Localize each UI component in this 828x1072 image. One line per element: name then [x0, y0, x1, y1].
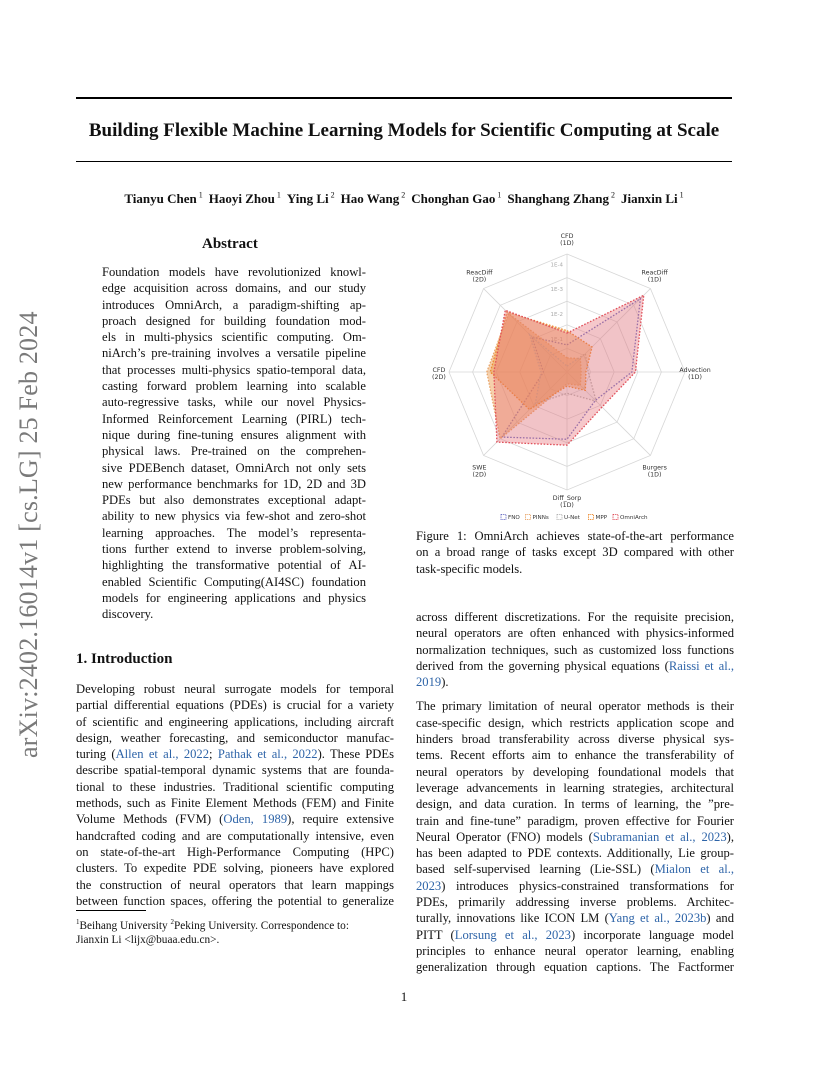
citation-link[interactable]: Raissi et al.,: [668, 658, 734, 673]
radar-chart-svg: [413, 233, 733, 526]
caption-line: Figure 1: OmniArch achieves state-of-the-art performance: [416, 529, 734, 543]
right-column-body: [416, 609, 734, 976]
abstract-line: introduces OmniArch, a paradigm-shifting ap-: [102, 297, 366, 312]
legend-entry: FNO: [508, 515, 520, 521]
text-span: partial differential equations (PDEs) is crucial for a variety: [76, 698, 394, 713]
citation-link[interactable]: 2023: [416, 878, 442, 893]
author-affiliation-mark: 1: [495, 191, 502, 200]
abstract-line: tions further extend to inverse problem-solving,: [102, 542, 366, 557]
text-span: ). These PDEs: [317, 747, 394, 762]
radar-axis-sublabel: (2D): [432, 374, 446, 381]
caption-line: on a broad range of tasks except 3D compared with other: [416, 545, 734, 560]
text-span: normalization techniques, such as customized loss functions: [416, 642, 734, 657]
text-span: methods, such as Finite Element Methods (FEM) and Finite: [76, 796, 394, 811]
footnote: $^1$Beihang University $^2$Peking University. Correspondence to: Jianxin Li <lijx@buaa.edu.cn>.: [76, 915, 406, 948]
introduction-line: [76, 746, 394, 762]
right-column-line: [416, 959, 734, 975]
abstract-line: discovery.: [102, 607, 154, 622]
radar-axis-sublabel: (1D): [647, 471, 662, 479]
legend-entry: U-Net: [564, 515, 580, 521]
citation-link[interactable]: Lorsung et al., 2023: [454, 927, 571, 942]
right-column-line: [416, 910, 734, 926]
introduction-line: [76, 828, 394, 844]
citation-link[interactable]: 2019: [416, 675, 442, 690]
radar-ring-label: 1E-3: [550, 287, 563, 294]
text-span: ), require extensive: [287, 812, 394, 827]
text-span: ).: [441, 675, 449, 690]
title-rule-bottom: [76, 161, 732, 162]
text-span: Neural Operator (FNO) models (: [416, 829, 593, 844]
radar-axis-label: CFD: [432, 367, 446, 374]
right-column-line: [416, 829, 734, 845]
author-affiliation-mark: 1: [274, 191, 281, 200]
text-span: ) introduces physics-constrained transformations for: [441, 878, 734, 893]
citation-link[interactable]: Subramanian et al., 2023: [592, 829, 727, 844]
introduction-line: [76, 860, 394, 876]
author-affiliation-mark: 1: [196, 191, 203, 200]
right-column-line: [416, 780, 734, 796]
figure-1-radar-chart: [413, 233, 733, 526]
author-name: Haoyi Zhou $^1$: [208, 191, 281, 207]
right-column-line: [416, 894, 734, 910]
right-column-line: [416, 764, 734, 780]
legend-swatch: [589, 515, 594, 520]
radar-ring-label: 1E-2: [550, 312, 563, 318]
introduction-line: [76, 893, 394, 909]
radar-axis-label: ReacDiff: [641, 269, 668, 277]
text-span: Developing robust neural surrogate models for temporal: [76, 682, 394, 696]
text-span: between function spaces, offering the potential to generalize: [76, 893, 394, 908]
legend-entry: PINNs: [532, 515, 549, 521]
text-span: tional to these industries. Traditional scientific computing: [76, 779, 394, 794]
radar-axis-sublabel: (1D): [647, 276, 662, 284]
abstract-line: edge acquisition across domains, and our study: [102, 281, 366, 296]
radar-axis-sublabel: (2D): [472, 471, 487, 479]
paper-title: Building Flexible Machine Learning Models for Scientific Computing at Scale: [88, 120, 720, 141]
title-rule-top: [76, 97, 732, 99]
abstract-line: learning approaches. The model’s representa-: [102, 525, 366, 540]
right-column-line: [416, 731, 734, 747]
right-column-line: [416, 674, 734, 690]
text-span: across different discretizations. For the requisite precision,: [416, 610, 734, 624]
introduction-line: [76, 762, 394, 778]
right-column-line: [416, 943, 734, 959]
introduction-line: [76, 730, 394, 746]
introduction-line: [76, 681, 394, 697]
author-affiliation-mark: 1: [677, 191, 684, 200]
text-span: hinders broad transferability across diverse physical sys-: [416, 732, 734, 747]
right-column-line: [416, 813, 734, 829]
right-column-line: [416, 861, 734, 877]
introduction-line: [76, 811, 394, 827]
right-column-line: [416, 698, 734, 714]
right-column-line: [416, 715, 734, 731]
radar-series-omniarch: [494, 295, 644, 445]
text-span: the construction of neural operators that learn mappings: [76, 877, 394, 892]
text-span: ;: [209, 747, 218, 762]
author-affiliation-mark: 2: [399, 191, 406, 200]
author-name: Ying Li $^2$: [286, 191, 335, 207]
author-name: Chonghan Gao $^1$: [411, 191, 502, 207]
radar-axis-label: ReacDiff: [466, 269, 493, 277]
caption-line: task-specific models.: [416, 561, 523, 576]
abstract-line: ability to new physics via few-shot and zero-shot: [102, 509, 366, 524]
footnote-affiliation-2: Peking University. Correspondence to:: [174, 919, 349, 932]
citation-link[interactable]: Pathak et al., 2022: [217, 747, 318, 762]
legend-swatch: [526, 515, 531, 520]
text-span: clusters. To expedite PDE solving, pioneers have explored: [76, 861, 394, 876]
author-name: Shanghang Zhang $^2$: [507, 191, 615, 207]
abstract-heading: Abstract: [202, 236, 258, 252]
citation-link[interactable]: Oden, 1989: [223, 812, 288, 827]
abstract-line: niArch’s pre-training involves a versatile pipeline: [102, 346, 366, 361]
radar-axis-sublabel: (2D): [472, 276, 487, 284]
text-span: generalization through equation captions. The Factformer: [416, 960, 734, 975]
text-span: PDEs, primarily addressing inverse problems. Architec-: [416, 895, 734, 910]
text-span: ),: [726, 829, 734, 844]
right-column-line: [416, 878, 734, 894]
abstract-line: PDEs but also demonstrates exceptional adapt-: [102, 493, 366, 508]
radar-axis-label: Diff_Sorp: [552, 495, 582, 502]
radar-axis-sublabel: (1D): [560, 240, 574, 247]
legend-swatch: [557, 515, 562, 520]
text-span: derived from the governing physical equations (: [416, 658, 669, 673]
legend-entry: MPP: [595, 515, 608, 521]
author-name: Tianyu Chen $^1$: [124, 191, 203, 207]
abstract-line: new performance benchmarks for 1D, 2D and 3D: [102, 476, 366, 491]
author-name: Hao Wang $^2$: [340, 191, 406, 207]
text-span: PITT (: [416, 927, 455, 942]
abstract-line: sive PDEBench dataset, OmniArch not only sets: [102, 460, 366, 475]
legend-entry: OmniArch: [620, 515, 648, 521]
introduction-line: [76, 844, 394, 860]
text-span: has been adapted to PDE contexts. Additionally, Lie group-: [416, 846, 734, 861]
radar-axis-sublabel: (1D): [688, 374, 702, 381]
text-span: The primary limitation of neural operator methods is their: [416, 699, 734, 714]
text-span: leverage advancements in learning strategies, architectural: [416, 780, 734, 795]
text-span: turally, innovations like ICON LM (: [416, 911, 609, 926]
abstract-line: enabled Scientific Computing(AI4SC) foundation: [102, 574, 366, 589]
citation-link[interactable]: Yang et al., 2023b: [608, 911, 707, 926]
author-name: Jianxin Li $^1$: [620, 191, 684, 207]
author-list: [76, 191, 732, 207]
citation-link[interactable]: Mialon et al.,: [654, 862, 734, 877]
abstract-line: physical laws. Pre-trained on the comprehen-: [102, 444, 366, 459]
abstract-body: [102, 264, 366, 623]
text-span: tems. Recent efforts aim to enhance the transferability of: [416, 748, 734, 763]
radar-axis-label: CFD: [560, 233, 574, 240]
text-span: neural operators are often enhanced with physics-informed: [416, 626, 734, 641]
legend-swatch: [613, 515, 618, 520]
right-column-line: [416, 625, 734, 641]
legend-swatch: [501, 515, 506, 520]
introduction-heading: 1. Introduction: [76, 651, 173, 667]
radar-axis-label: Burgers: [642, 464, 667, 472]
arxiv-identifier: arXiv:2402.16014v1 [cs.LG] 25 Feb 2024: [14, 311, 43, 758]
figure-caption: [416, 528, 734, 577]
footnote-affiliation-1: Beihang University: [79, 919, 171, 932]
right-column-line: [416, 845, 734, 861]
text-span: describe spatial-temporal dynamic systems that are founda-: [76, 763, 394, 778]
abstract-line: that processes multi-physics spatio-temporal data,: [102, 362, 366, 377]
introduction-line: [76, 697, 394, 713]
radar-ring-label: 1E-4: [550, 262, 563, 269]
paragraph-gap: [416, 690, 734, 698]
abstract-line: auto-regressive tasks, while our novel Physics-: [102, 395, 366, 410]
abstract-line: proach designed for building foundation mod-: [102, 313, 366, 328]
radar-axis-label: Advection: [679, 367, 711, 374]
citation-link[interactable]: Allen et al., 2022: [115, 747, 210, 762]
text-span: principles to enhance neural operator learning, enabling: [416, 943, 734, 958]
right-column-line: [416, 796, 734, 812]
abstract-line: casting forward problem learning into scalable: [102, 379, 366, 394]
abstract-line: Informed Reinforcement Learning (PIRL) tech-: [102, 411, 366, 426]
footnote-rule: [76, 910, 146, 911]
text-span: turing (: [76, 747, 116, 762]
introduction-line: [76, 714, 394, 730]
right-column-line: [416, 642, 734, 658]
right-column-line: [416, 609, 734, 625]
right-column-line: [416, 927, 734, 943]
radar-axis-label: SWE: [472, 464, 487, 472]
text-span: ) incorporate language model: [570, 927, 734, 942]
page-number: 1: [400, 989, 408, 1004]
text-span: Volume Methods (FVM) (: [76, 812, 224, 827]
introduction-line: [76, 779, 394, 795]
introduction-body: [76, 681, 394, 909]
text-span: design, and data curation. In terms of learning, the ”pre-: [416, 797, 734, 812]
text-span: neural operators by developing foundational models that: [416, 764, 734, 779]
author-affiliation-mark: 2: [328, 191, 335, 200]
text-span: handcrafted coding and are computationally intensive, even: [76, 828, 394, 843]
text-span: of scientific and engineering applications, including aircraft: [76, 714, 394, 729]
introduction-line: [76, 877, 394, 893]
right-column-line: [416, 658, 734, 674]
text-span: train and fine-tune” paradigm, proven effective for Fourier: [416, 813, 734, 828]
text-span: based self-supervised learning (Lie-SSL) (: [416, 862, 655, 877]
text-span: on state-of-the-art High-Performance Computing (HPC): [76, 844, 394, 859]
abstract-line: els in multi-physics scientific computing. Om-: [102, 330, 366, 345]
abstract-line: Foundation models have revolutionized knowl-: [102, 265, 366, 279]
abstract-line: nique during fine-tuning ensures alignment with: [102, 427, 366, 442]
text-span: design, weather forecasting, and semiconductor manufac-: [76, 730, 394, 745]
abstract-line: highlighting the transformative potential of AI-: [102, 558, 366, 573]
abstract-line: models for engineering applications and physics: [102, 590, 366, 605]
text-span: ) and: [706, 911, 735, 926]
author-affiliation-mark: 2: [608, 191, 615, 200]
radar-axis-sublabel: (1D): [560, 502, 574, 509]
right-column-line: [416, 747, 734, 763]
footnote-correspondence: Jianxin Li <lijx@buaa.edu.cn>.: [76, 934, 220, 947]
text-span: case-specific design, which restricts application scope and: [416, 715, 734, 730]
introduction-line: [76, 795, 394, 811]
